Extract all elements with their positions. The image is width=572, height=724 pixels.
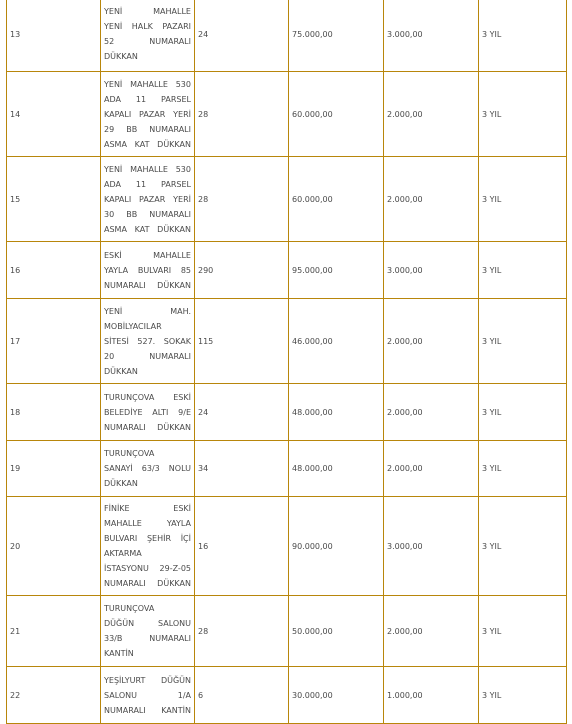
location-cell — [101, 667, 195, 724]
price-cell: 48.000,00 — [289, 441, 384, 497]
table-row — [7, 497, 567, 596]
location-line: KANTİN — [104, 649, 134, 658]
location-line: DÜKKAN — [104, 52, 138, 61]
price-cell: 48.000,00 — [289, 384, 384, 441]
location-cell — [101, 596, 195, 667]
term-cell: 3 YIL — [479, 0, 567, 72]
location-line: NUMARALI KANTİN — [104, 705, 191, 715]
term-cell: 3 YIL — [479, 497, 567, 596]
location-line: TURUNÇOVA ESKİ — [104, 392, 191, 402]
location-line: ASMA KAT DÜKKAN — [104, 139, 191, 149]
location-line: DÜĞÜN SALONU — [104, 619, 191, 628]
table-row — [7, 72, 567, 157]
location-cell — [101, 384, 195, 441]
row-number-cell: 15 — [7, 157, 101, 242]
location-cell — [101, 72, 195, 157]
deposit-cell: 2.000,00 — [384, 299, 479, 384]
row-number-cell: 18 — [7, 384, 101, 441]
area-cell: 28 — [195, 596, 289, 667]
area-cell: 16 — [195, 497, 289, 596]
area-cell: 28 — [195, 72, 289, 157]
location-line: TURUNÇOVA — [104, 449, 155, 458]
price-cell: 95.000,00 — [289, 242, 384, 299]
location-line: FİNİKE ESKİ — [104, 504, 191, 513]
area-cell: 6 — [195, 667, 289, 724]
deposit-cell: 2.000,00 — [384, 596, 479, 667]
location-line: YENİ MAH. — [104, 306, 191, 316]
row-number-cell: 20 — [7, 497, 101, 596]
location-line: SANAYİ 63/3 NOLU — [104, 464, 191, 473]
table-row — [7, 0, 567, 72]
deposit-cell: 2.000,00 — [384, 157, 479, 242]
table-row — [7, 384, 567, 441]
table-body — [7, 0, 567, 724]
location-line: 33/B NUMARALI — [104, 634, 191, 643]
deposit-cell: 2.000,00 — [384, 72, 479, 157]
location-line: YEŞİLYURT DÜĞÜN — [104, 675, 191, 685]
area-cell: 290 — [195, 242, 289, 299]
row-number-cell: 14 — [7, 72, 101, 157]
location-cell — [101, 299, 195, 384]
area-cell: 24 — [195, 384, 289, 441]
deposit-cell: 2.000,00 — [384, 441, 479, 497]
deposit-cell: 3.000,00 — [384, 0, 479, 72]
location-line: BULVARI ŞEHİR İÇİ — [104, 534, 191, 543]
area-cell: 34 — [195, 441, 289, 497]
location-line: MAHALLE YAYLA — [104, 519, 191, 528]
location-line: ADA 11 PARSEL — [104, 94, 191, 104]
table-row — [7, 441, 567, 497]
term-cell: 3 YIL — [479, 157, 567, 242]
price-cell: 46.000,00 — [289, 299, 384, 384]
row-number-cell: 21 — [7, 596, 101, 667]
price-cell: 60.000,00 — [289, 72, 384, 157]
location-line: YENİ HALK PAZARI — [104, 22, 191, 31]
location-line: AKTARMA — [104, 549, 142, 558]
price-cell: 50.000,00 — [289, 596, 384, 667]
location-line: KAPALI PAZAR YERİ — [104, 194, 191, 204]
location-line: ADA 11 PARSEL — [104, 179, 191, 189]
location-line: MOBİLYACILAR — [104, 321, 162, 331]
deposit-cell: 2.000,00 — [384, 384, 479, 441]
term-cell: 3 YIL — [479, 384, 567, 441]
location-line: YENİ MAHALLE 530 — [104, 164, 191, 174]
deposit-cell: 3.000,00 — [384, 242, 479, 299]
location-cell — [101, 497, 195, 596]
table-row — [7, 299, 567, 384]
row-number-cell: 16 — [7, 242, 101, 299]
area-cell: 115 — [195, 299, 289, 384]
location-line: SİTESİ 527. SOKAK — [104, 336, 191, 346]
location-line: ASMA KAT DÜKKAN — [104, 224, 191, 234]
row-number-cell: 13 — [7, 0, 101, 72]
term-cell: 3 YIL — [479, 72, 567, 157]
table-row — [7, 667, 567, 724]
price-cell: 60.000,00 — [289, 157, 384, 242]
location-line: ESKİ MAHALLE — [104, 250, 191, 260]
location-cell — [101, 0, 195, 72]
location-line: 30 BB NUMARALI — [104, 209, 191, 219]
location-line: BELEDİYE ALTI 9/E — [104, 407, 191, 417]
location-line: DÜKKAN — [104, 479, 138, 488]
location-line: 20 NUMARALI — [104, 351, 191, 361]
location-line: İSTASYONU 29-Z-05 — [104, 564, 191, 573]
location-line: YENİ MAHALLE — [104, 7, 191, 16]
location-line: YENİ MAHALLE 530 — [104, 79, 191, 89]
term-cell: 3 YIL — [479, 667, 567, 724]
area-cell: 28 — [195, 157, 289, 242]
location-line: TURUNÇOVA — [104, 604, 155, 613]
term-cell: 3 YIL — [479, 441, 567, 497]
location-cell — [101, 157, 195, 242]
location-line: 29 BB NUMARALI — [104, 124, 191, 134]
row-number-cell: 22 — [7, 667, 101, 724]
row-number-cell: 17 — [7, 299, 101, 384]
location-cell — [101, 242, 195, 299]
location-line: 52 NUMARALI — [104, 37, 191, 46]
deposit-cell: 1.000,00 — [384, 667, 479, 724]
location-line: KAPALI PAZAR YERİ — [104, 109, 191, 119]
table-row — [7, 157, 567, 242]
price-cell: 75.000,00 — [289, 0, 384, 72]
tender-listing-table — [6, 0, 567, 724]
location-line: NUMARALI DÜKKAN — [104, 280, 191, 290]
location-line: NUMARALI DÜKKAN — [104, 579, 191, 588]
term-cell: 3 YIL — [479, 242, 567, 299]
location-line: NUMARALI DÜKKAN — [104, 422, 191, 432]
term-cell: 3 YIL — [479, 299, 567, 384]
location-cell — [101, 441, 195, 497]
price-cell: 30.000,00 — [289, 667, 384, 724]
location-line: DÜKKAN — [104, 366, 138, 376]
table-row — [7, 242, 567, 299]
row-number-cell: 19 — [7, 441, 101, 497]
location-line: YAYLA BULVARI 85 — [104, 265, 191, 275]
area-cell: 24 — [195, 0, 289, 72]
term-cell: 3 YIL — [479, 596, 567, 667]
price-cell: 90.000,00 — [289, 497, 384, 596]
location-line: SALONU 1/A — [104, 690, 191, 700]
deposit-cell: 3.000,00 — [384, 497, 479, 596]
table-row — [7, 596, 567, 667]
